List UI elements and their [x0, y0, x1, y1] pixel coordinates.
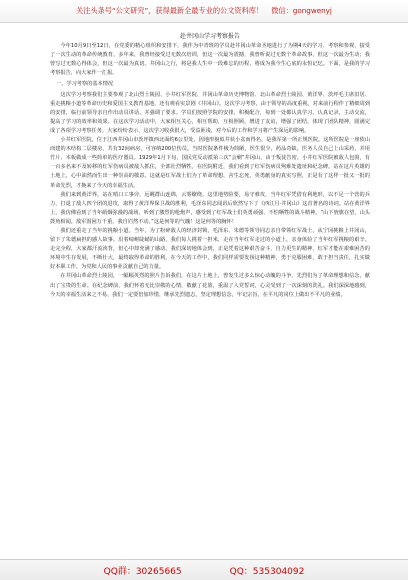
section-intro	[50, 42, 370, 78]
section-grain-road	[50, 227, 370, 272]
paragraph: 在井冈山革命烈士陵园，一幅幅英烈的照片告诉我们，在这片土地上，曾发生过多么惊心动魄的斗争，先烈们为了革命理想和信念，献出了宝贵的生命。在纪念碑前，我们怀着无比崇敬的心情，敬献了花篮，重温了入党誓词，心灵受到了一次深刻的洗礼。我们深深地感到，今天的幸福生活来之不易，我们一定要倍加珍惜，继承先烈遗志，坚定理想信念，牢记宗旨，在平凡的岗位上做出不平凡的业绩。	[50, 273, 370, 298]
section-heading: 一、学习考察的基本情况	[56, 81, 114, 88]
footer-banner	[0, 559, 408, 580]
paragraph: 我们还重走了当年的挑粮小道。当年，为了粉碎敌人的经济封锁，毛泽东、朱德等领导同志亲自带领红军战士，从宁冈挑粮上井冈山，留下了朱德扁担的感人故事。沿着崎岖陡峭的山路，我们每人挑着一担米，走在当年红军走过的小道上，亲身体验了当年红军挑粮的艰辛。走完全程，大家都汗流浃背，但心中却充满了感动。我们深切地体会到，正是凭着这种艰苦奋斗、自力更生的精神，红军才能在艰难困苦的环境中生存发展，不断壮大，最终取得革命的胜利。在今天的工作中，我们同样需要发扬这种精神，勇于克服困难，敢于担当责任，扎实做好本职工作，为党和人民的事业贡献自己的力量。	[50, 227, 370, 271]
document-title: 赴井冈山学习考察报告	[179, 33, 240, 40]
paragraph: 小井红军医院，位于江西井冈山市茨坪镇西北面约6公里处，因地形貌似井状小盆而得名，是我军第一所正规医院。这所医院是一座依山而建的木结构二层楼房，共有32间病房，可容纳200位伤员。当时医院条件极为简陋，医生很少，药品奇缺，医务人员自己上山采药，并用竹片、木板做成一些简单的医疗器具。1929年1月下旬，国民党反动派第三次“会剿”井冈山，由于叛徒告密，小井红军医院被敌人包围，有一百多名来不及转移的红军伤病员被敌人抓住，全部壮烈牺牲。在医院附近，我们看到了红军伤病员殉难处遗址和纪念碑。站在这片英雄的土地上，心中油然而生出一种崇高的敬意。这就是红军战士们为了革命理想，舍生忘死、英勇献身的真实写照，正是有了这样一批又一批的革命先烈，才换来了今天的幸福生活。	[50, 137, 370, 189]
paragraph: 这次学习考察我们主要参观了北山烈士陵园、小井红军医院、井冈山革命历史博物馆、北山革命烈士陵园、黄洋界、茨坪毛主席旧居、重走挑粮小道等革命历史和爱国主义教育基地，还有观看实景剧《井冈山》。这次学习考察，由于领导的高度重视，对来前行程作了精细周到的安排，临行前领导亲自作出动员讲话，并强调了要求。学员们按照学院的安排，积极配合，每到一处都认真学习，认真记录，主动交流，提高了学习的效率和效果。在这次学习活动中，大家相互关心，相互帮助，互相照顾，增进了友谊，增强了团结，体现了团队精神，圆满完成了各项学习考察任务。大家纷纷表示，这次学习收获很大，受益匪浅，对今后的工作和学习将产生深远的影响。	[50, 91, 370, 134]
section-huangyangjie	[50, 191, 370, 227]
section-cemetery	[50, 272, 370, 299]
section-overview	[50, 80, 370, 136]
banner-wechat: 微信：gongwenyj	[271, 6, 332, 15]
paragraph: 我们来到黄洋界，站在哨口工事旁，远眺群山连绵，云雾缭绕。这里地势险要，易守难攻，当年红军凭借有利地形，以不足一个营的兵力，打退了敌人四个团的进攻，取得了黄洋界保卫战的胜利，毛泽东同志闻讯后欣然写下了《西江月·井冈山》这首著名的诗词。站在黄洋界上，我仿佛看到了当年硝烟弥漫的战场，听到了激烈的枪炮声，感受到了红军战士们英勇顽强、不怕牺牲的战斗精神。“山下旌旗在望，山头鼓角相闻。敌军围困万千重，我自岿然不动。”这是何等的气魄！这是何等的胸怀！	[50, 191, 370, 225]
document-body	[50, 32, 370, 300]
section-hospital	[50, 136, 370, 191]
footer-qq: QQ：535304092	[229, 566, 305, 577]
banner-text: 关注头条号“公文研究”，获得最新全最专业的公文资料库！	[76, 6, 264, 15]
footer-qq-group: QQ群：30265665	[103, 566, 182, 577]
top-banner	[0, 0, 408, 23]
paragraph: 今年10月9日至12日，在党委的精心组织和安排下，我作为中青班的学员赴井冈山革命圣地进行了为期4天的学习、考察和参观，接受了一次生动的革命传统教育。多年来，我曾经接受过无数次培训，但这一次最为震撼，我曾听说过无数个革命故事，但这一次最为生动；我曾写过无数心得体会，但这一次最为真切。井冈山之行，将是我人生中一段难忘的历程，将成为我今生心底的永恒记忆。下面，是我的学习考察报告，向大家作一汇报。	[50, 43, 370, 77]
